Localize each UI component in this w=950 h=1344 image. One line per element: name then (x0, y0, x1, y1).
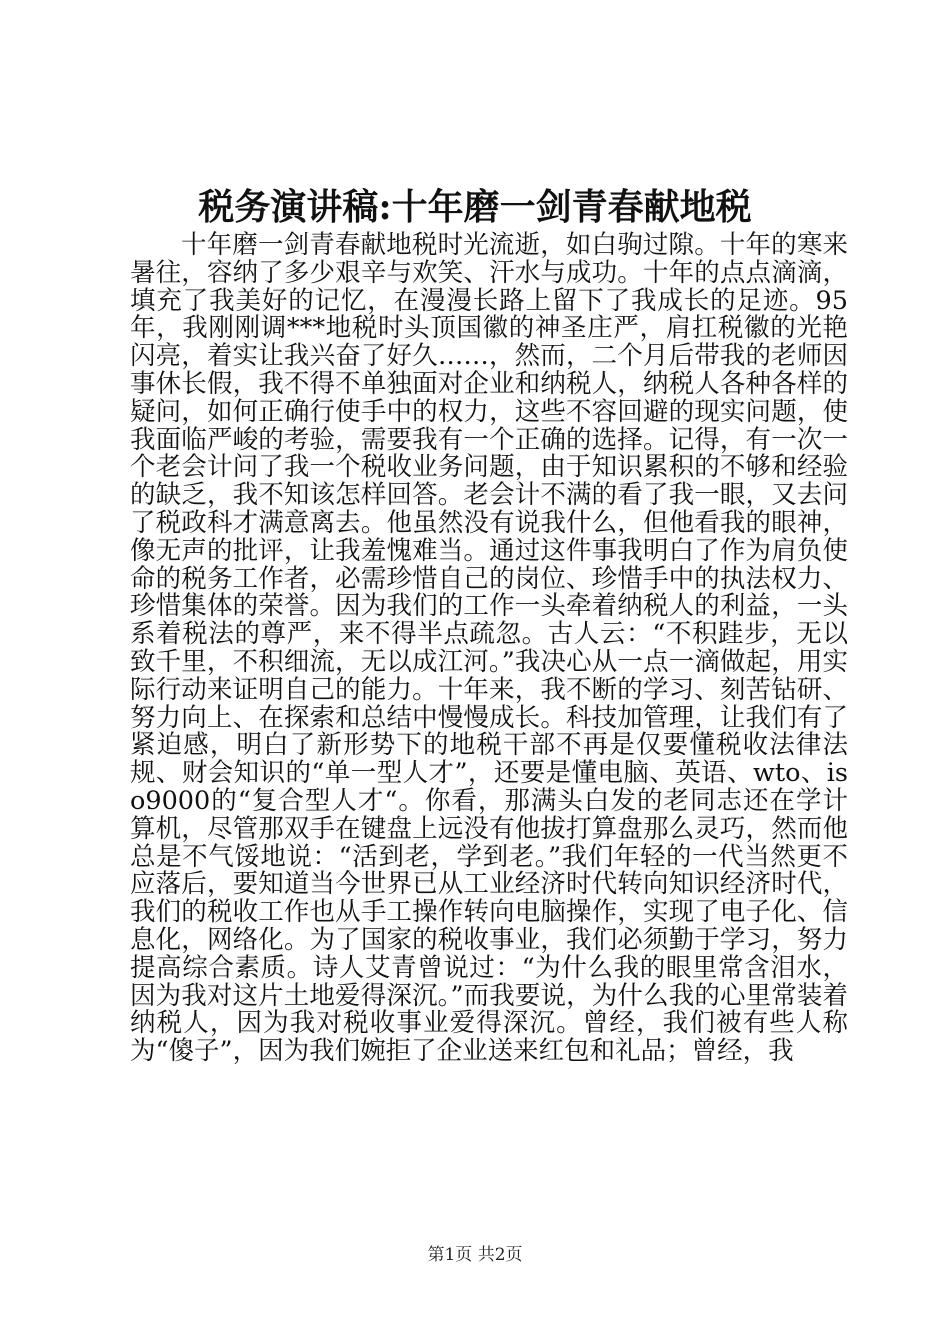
document-title: 税务演讲稿:十年磨一剑青春献地税 (198, 186, 752, 228)
page-footer: 第1页 共2页 (427, 1245, 523, 1265)
body-paragraph: 十年磨一剑青春献地税时光流逝，如白驹过隙。十年的寒来暑往，容纳了多少艰辛与欢笑、汗水与成功。十年的点点滴滴，填充了我美好的记忆，在漫漫长路上留下了我成长的足迹。95年，我刚刚调***地税时头顶国徽的神圣庄严，肩扛税徽的光艳闪亮，着实让我兴奋了好久……，然而，二个月后带我的老师因事休长假，我不得不单独面对企业和纳税人，纳税人各种各样的疑问，如何正确行使手中的权力，这些不容回避的现实问题，使我面临严峻的考验，需要我有一个正确的选择。记得，有一次一个老会计问了我一个税收业务问题，由于知识累积的不够和经验的缺乏，我不知该怎样回答。老会计不满的看了我一眼，又去问了税政科才满意离去。他虽然没有说我什么，但他看我的眼神，像无声的批评，让我羞愧难当。通过这件事我明白了作为肩负使命的税务工作者，必需珍惜自己的岗位、珍惜手中的执法权力、珍惜集体的荣誉。因为我们的工作一头牵着纳税人的利益，一头系着税法的尊严，来不得半点疏忽。古人云：“不积跬步，无以致千里，不积细流，无以成江河。”我决心从一点一滴做起，用实际行动来证明自己的能力。十年来，我不断的学习、刻苦钻研、努力向上、在探索和总结中慢慢成长。科技加管理，让我们有了紧迫感，明白了新形势下的地税干部不再是仅要懂税收法律法规、财会知识的“单一型人才”，还要是懂电脑、英语、wto、iso9000的“复合型人才“。你看，那满头白发的老同志还在学计算机，尽管那双手在键盘上远没有他拔打算盘那么灵巧，然而他总是不气馁地说：“活到老，学到老。”我们年轻的一代当然更不应落后，要知道当今世界已从工业经济时代转向知识经济时代，我们的税收工作也从手工操作转向电脑操作，实现了电子化、信息化，网络化。为了国家的税收事业，我们必须勤于学习，努力提高综合素质。诗人艾青曾说过：“为什么我的眼里常含泪水，因为我对这片土地爱得深沉。”而我要说，为什么我的心里常装着纳税人，因为我对税收事业爱得深沉。曾经，我们被有些人称为“傻子”，因为我们婉拒了企业送来红包和礼品；曾经，我 (130, 230, 848, 1067)
